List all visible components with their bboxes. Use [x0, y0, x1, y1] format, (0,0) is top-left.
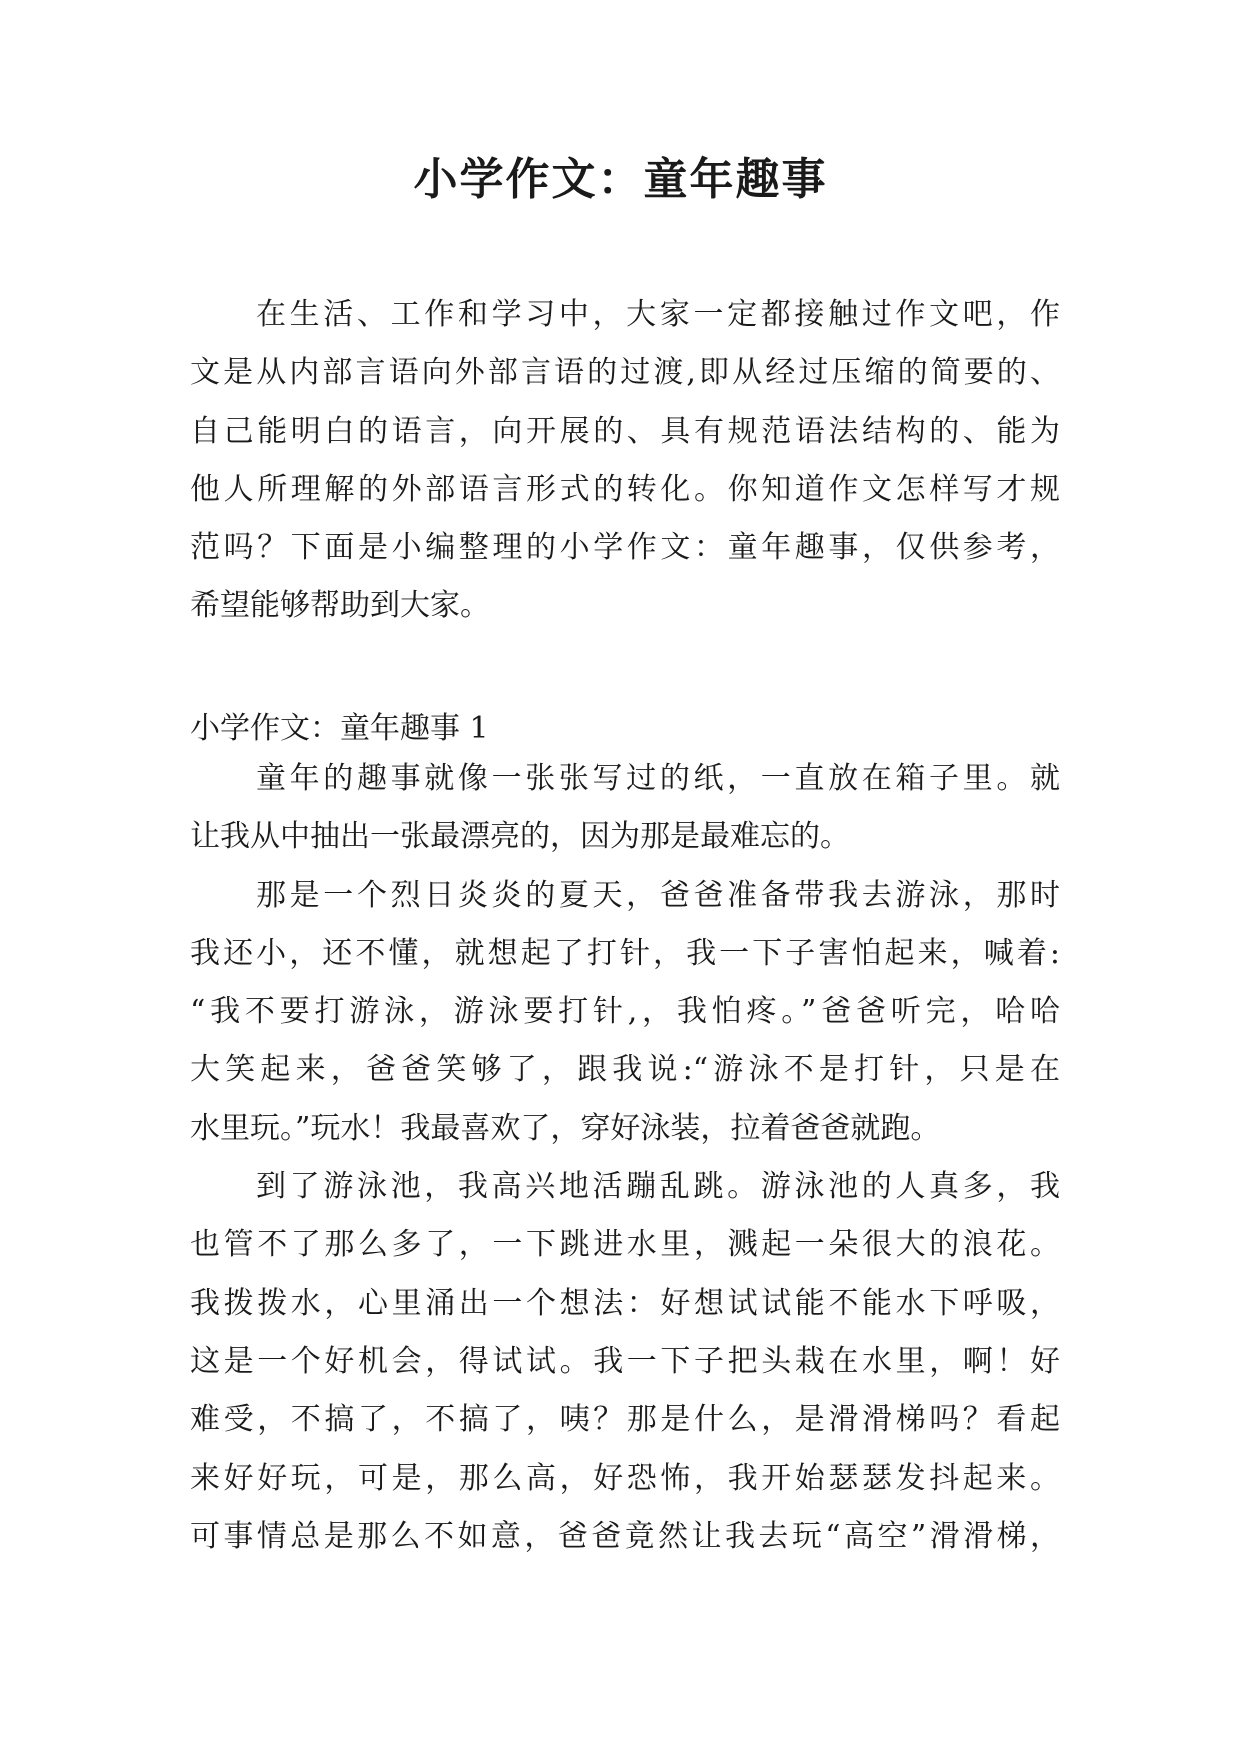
text-line: 我还小，还不懂，就想起了打针，我一下子害怕起来，喊着: [190, 935, 1060, 971]
text-line: 水里玩。”玩水！我最喜欢了，穿好泳装，拉着爸爸就跑。 [190, 1110, 941, 1146]
text-line: 那是一个烈日炎炎的夏天，爸爸准备带我去游泳，那时 [256, 877, 1060, 913]
text-line: 这是一个好机会，得试试。我一下子把头栽在水里，啊！好 [190, 1343, 1060, 1379]
text-line: 来好好玩，可是，那么高，好恐怖，我开始瑟瑟发抖起来。 [190, 1460, 1060, 1496]
text-line: 难受，不搞了，不搞了，咦？那是什么，是滑滑梯吗？看起 [190, 1402, 1060, 1438]
text-line: 自己能明白的语言，向开展的、具有规范语法结构的、能为 [190, 413, 1060, 449]
essay-body [190, 750, 1060, 1566]
intro-paragraph [190, 286, 1060, 636]
text-line: 范吗？下面是小编整理的小学作文：童年趣事，仅供参考， [190, 530, 1060, 566]
text-line: “我不要打游泳，游泳要打针,，我怕疼。”爸爸听完，哈哈 [190, 994, 1060, 1030]
text-line: 让我从中抽出一张最漂亮的，因为那是最难忘的。 [190, 819, 850, 855]
section-heading: 小学作文：童年趣事 1 [190, 711, 489, 746]
document-title: 小学作文：童年趣事 [413, 154, 828, 205]
text-line: 文是从内部言语向外部言语的过渡,即从经过压缩的简要的、 [190, 355, 1060, 391]
text-line: 童年的趣事就像一张张写过的纸，一直放在箱子里。就 [256, 761, 1060, 796]
text-line: 也管不了那么多了，一下跳进水里，溅起一朵很大的浪花。 [190, 1227, 1060, 1263]
text-line: 在生活、工作和学习中，大家一定都接触过作文吧，作 [256, 297, 1060, 332]
text-line: 可事情总是那么不如意，爸爸竟然让我去玩“高空”滑滑梯， [190, 1518, 1060, 1554]
text-line: 希望能够帮助到大家。 [190, 588, 490, 624]
text-line: 到了游泳池，我高兴地活蹦乱跳。游泳池的人真多，我 [256, 1169, 1060, 1205]
text-line: 大笑起来，爸爸笑够了，跟我说:“游泳不是打针，只是在 [190, 1052, 1060, 1088]
text-line: 他人所理解的外部语言形式的转化。你知道作文怎样写才规 [190, 471, 1060, 507]
text-line: 我拨拨水，心里涌出一个想法：好想试试能不能水下呼吸， [190, 1285, 1060, 1321]
